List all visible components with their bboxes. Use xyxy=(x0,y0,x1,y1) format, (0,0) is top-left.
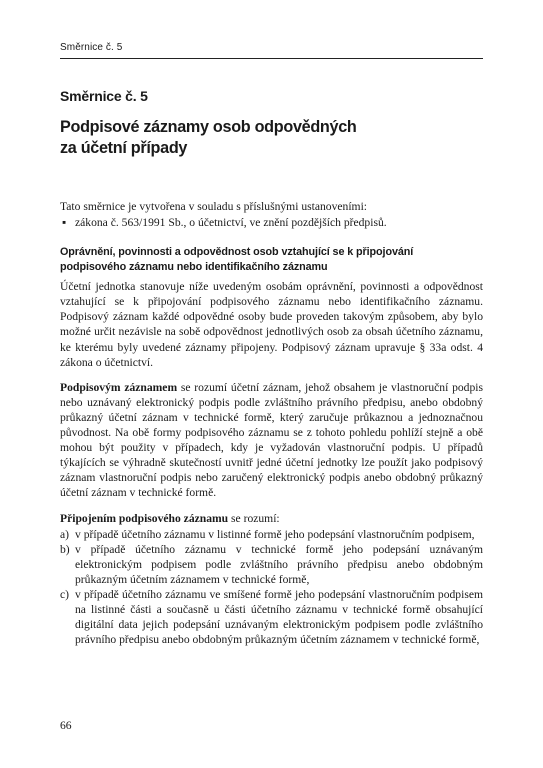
attachment-intro-text: se rozumí: xyxy=(228,511,280,525)
list-marker: b) xyxy=(60,542,70,556)
body-content xyxy=(60,199,483,647)
signature-record-term: Podpisovým záznamem xyxy=(60,380,178,394)
list-item-text: v případě účetního záznamu v listinné formě jeho podepsání vlastnoručním podpisem, xyxy=(75,527,475,541)
list-item-text: v případě účetního záznamu v technické formě jeho podepsání uznávaným elektronickým podpisem podle zvláštního právního předpisu anebo obdobným průkazným účetním záznamem v technické formě, xyxy=(75,542,483,586)
page-title xyxy=(60,117,460,159)
list-marker: a) xyxy=(60,527,70,541)
bullet-list xyxy=(60,215,483,230)
attachment-intro xyxy=(60,511,483,526)
list-item xyxy=(60,587,483,647)
intro-text: Tato směrnice je vytvořena v souladu s příslušnými ustanoveními: xyxy=(60,200,368,213)
paragraph-2-text: se rozumí účetní záznam, jehož obsahem je vlastnoruční podpis nebo uznávaný elektronický podpis podle zvláštního právního předpisu, anebo obdobný průkazný účetní záznam v technické formě, který zaručuje průkaznou a jednoznačnou původnost. Na obě formy podpisového záznamu se z tohoto pohledu pohlíží stejně a obě mohou být použity v případech, kdy je vyžadován vlastnoruční podpis. U případů týkajících se výhradně skutečností uvnitř jedné účetní jednotky lze použít jako podpisový záznam vlastnoruční podpis nebo zaručený elektronický podpis anebo obdobný průkazný účetní záznam v technické formě. xyxy=(60,380,483,500)
title-line-2: za účetní případy xyxy=(60,139,188,157)
bullet-icon: ▪ xyxy=(62,216,67,230)
list-item xyxy=(60,215,483,230)
running-header: Směrnice č. 5 xyxy=(60,42,123,53)
paragraph-2 xyxy=(60,380,483,501)
directive-label: Směrnice č. 5 xyxy=(60,88,148,104)
title-line-1: Podpisové záznamy osob odpovědných xyxy=(60,118,357,136)
paragraph-1: Účetní jednotka stanovuje níže uvedeným osobám oprávnění, povinnosti a odpovědnost vztahující se k připojování podpisového záznamu nebo identifikačního záznamu. Podpisový záznam každé odpovědné osoby bude proveden takovým způsobem, aby bylo možné určit nezávisle na sobě odpovědnost jednotlivých osob za obsah účetního záznamu, ke kterému byly uvedené záznamy připojeny. Podpisový záznam upravuje § 33a odst. 4 zákona o účetnictví. xyxy=(60,280,483,369)
list-marker: c) xyxy=(60,587,70,601)
list-item-text: v případě účetního záznamu ve smíšené formě jeho podepsání vlastnoručním podpisem na listinné části a současně u části účetního záznamu v technické formě obsahující digitální data jejich podepsání uznávaným elektronickým podpisem podle zvláštního právního předpisu anebo obdobným průkazným účetním záznamem v technické formě, xyxy=(75,587,483,647)
section-heading-line-1: Oprávnění, povinnosti a odpovědnost osob vztahující se k připojování xyxy=(60,246,414,259)
attachment-list xyxy=(60,527,483,648)
attachment-term: Připojením podpisového záznamu xyxy=(60,511,229,525)
section-heading xyxy=(60,245,483,275)
bullet-text: zákona č. 563/1991 Sb., o účetnictví, ve znění pozdějších předpisů. xyxy=(75,216,387,230)
list-item xyxy=(60,527,483,542)
page-number: 66 xyxy=(60,719,72,732)
section-heading-line-2: podpisového záznamu nebo identifikačního záznamu xyxy=(60,261,328,274)
list-item xyxy=(60,542,483,587)
header-rule xyxy=(60,58,483,59)
